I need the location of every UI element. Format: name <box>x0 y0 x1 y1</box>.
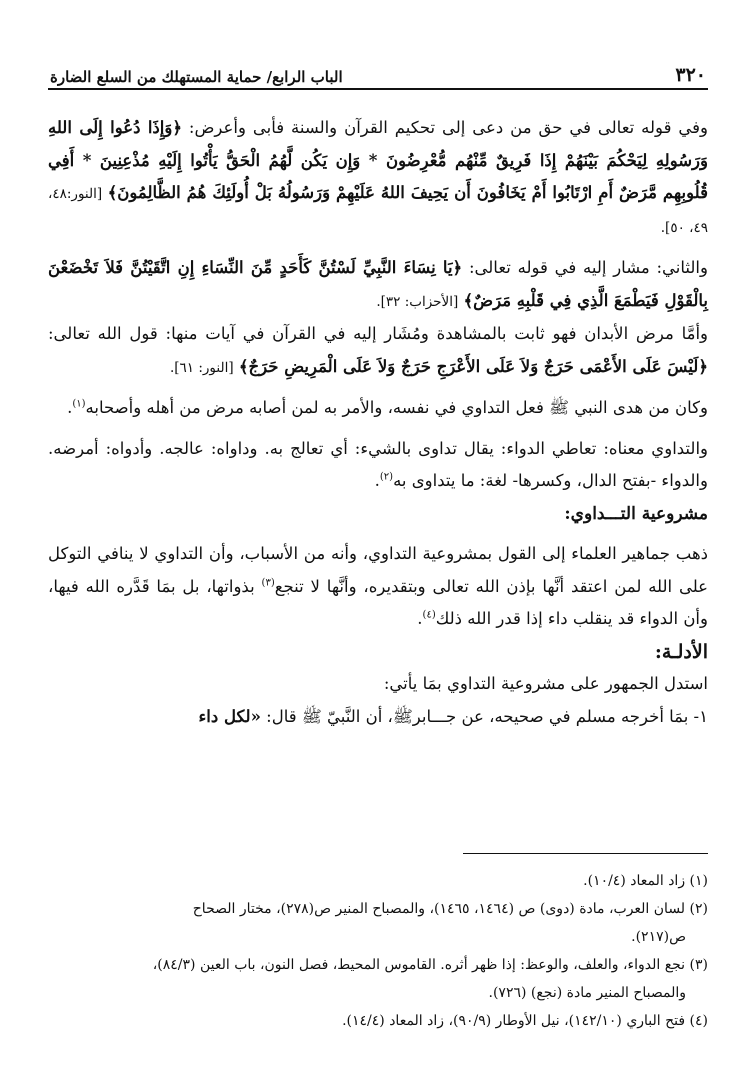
paragraph-4: وكان من هدى النبي ﷺ فعل التداوي في نفسه، والأمر به لمن أصابه مرض من أهله وأصحابه$^{(١)}$. <box>67 398 708 417</box>
verse-reference: [النور: ٦١]. <box>169 359 234 376</box>
quran-verse: ﴿يَا نِسَاءَ النَّبِيِّ لَسْتُنَّ كَأَحَدٍ مِّنَ النِّسَاءِ إِنِ اتَّقَيْتُنَّ فَلاَ تَخْضَعْنَ بِالْقَوْلِ فَيَطْمَعَ الَّذِي فِي قَلْبِهِ مَرَضٌ﴾ <box>48 258 708 310</box>
footnote-divider <box>463 853 708 854</box>
paragraph-text: وفي قوله تعالى في حق من دعى إلى تحكيم القرآن والسنة فأبى وأعرض: <box>182 118 708 137</box>
paragraph-text: ١- بمَا أخرجه مسلم في صحيحه، عن جـــابرﷺ، أن النَّبيّ ﷺ قال: <box>260 706 708 726</box>
footnote-1: (١) زاد المعاد (١٠/٤). <box>583 873 708 889</box>
verse-reference: [الأحزاب: ٣٢]. <box>376 293 459 310</box>
chapter-title: الباب الرابع/ حماية المستهلك من السلع الضارة <box>50 68 343 86</box>
paragraph-6: ذهب جماهير العلماء إلى القول بمشروعية التداوي، وأنه من الأسباب، وأن التداوي لا ينافي التوكل على الله لمن اعتقد أنَّها بإذن الله تعالى وبتقديره، وأنَّها لا تنجع$^{(٣)}$ بذواتها، بل بمَا قَدَّره الله فيها، وأن الدواء قد ينقلب داء إذا قدر الله ذلك$^{(٤)}$. <box>48 544 709 628</box>
verse-reference: [النور:٤٨، ٤٩، ٥٠]. <box>48 186 708 236</box>
footnote-2-continued: ص(٢١٧). <box>631 929 686 945</box>
paragraph-3 <box>48 318 708 384</box>
footnotes <box>48 868 708 1036</box>
paragraph-8 <box>48 701 708 734</box>
footnote-3: (٣) نجع الدواء، والعلف، والوعظ: إذا ظهر أثره. القاموس المحيط، فصل النون، باب العين (٨٤/٣)، <box>152 957 708 973</box>
footnote-marker[interactable]: (٢) <box>379 471 394 483</box>
book-page <box>48 58 709 1029</box>
footnote-4: (٤) فتح الباري (١٤٢/١٠)، نيل الأوطار (٩٠/٩)، زاد المعاد (١٤/٤). <box>342 1013 708 1029</box>
quran-verse: ﴿لَيْسَ عَلَى الأَعْمَى حَرَجٌ وَلاَ عَلَى الأَعْرَجِ حَرَجٌ وَلاَ عَلَى الْمَرِيضِ حَرَجٌ﴾ <box>238 356 708 376</box>
quran-verse: ﴿وَإِذَا دُعُوا إِلَى اللهِ وَرَسُولِهِ لِيَحْكُمَ بَيْنَهُمْ إِذَا فَرِيقٌ مِّنْهُم مُّعْرِضُونَ * وَإِن يَكُن لَّهُمُ الْحَقُّ يَأْتُوا إِلَيْهِ مُذْعِنِينَ * أَفِي قُلُوبِهِم مَّرَضٌ أَمِ ارْتَابُوا أَمْ يَخَافُونَ أَن يَحِيفَ اللهُ عَلَيْهِمْ وَرَسُولُهُ بَلْ أُولَئِكَ هُمُ الظَّالِمُونَ﴾ <box>48 118 708 202</box>
section-heading: مشروعية التـــداوي: <box>564 503 708 524</box>
paragraph-text: والثاني: مشار إليه في قوله تعالى: <box>462 258 708 277</box>
paragraph-text: وأمَّا مرض الأبدان فهو ثابت بالمشاهدة ومُشَار إليه في القرآن في آيات منها: قول الله تعالى: <box>48 324 708 343</box>
page-number: ٣٢٠ <box>675 64 706 86</box>
paragraph-text: وكان من هدى النبي ﷺ فعل التداوي في نفسه، والأمر به لمن أصابه مرض من أهله وأصحابه <box>85 398 708 417</box>
paragraph-5: والتداوي معناه: تعاطي الدواء: يقال تداوى بالشيء: أي تعالج به. وداواه: عالجه. وأدواه: أمرضه. والدواء -بفتح الدال، وكسرها- لغة: ما يتداوى به$^{(٢)}$. <box>48 438 708 490</box>
footnote-marker[interactable]: (٤) <box>422 609 436 621</box>
paragraph-text: استدل الجمهور على مشروعية التداوي بمَا يأتي: <box>383 674 708 693</box>
paragraph-text: والتداوي معناه: تعاطي الدواء: يقال تداوى بالشيء: أي تعالج به. وداواه: عالجه. وأدواه: أمرضه. والدواء -بفتح الدال، وكسرها- لغة: ما يتداوى به <box>48 438 708 490</box>
paragraph-text: ذهب جماهير العلماء إلى القول بمشروعية التداوي، وأنه من الأسباب، وأن التداوي لا ينافي التوكل على الله لمن اعتقد أنَّها بإذن الله تعالى وبتقديره، وأنَّها لا تنجع <box>48 544 709 596</box>
hadith-quote: «لكل داء <box>198 706 261 726</box>
page-header <box>48 58 708 90</box>
footnote-marker[interactable]: (٣) <box>261 577 275 588</box>
main-text <box>48 112 708 733</box>
paragraph-7 <box>48 668 708 701</box>
section-heading-evidence: الأدلـة: <box>654 640 708 663</box>
paragraph-2 <box>48 252 708 318</box>
footnote-marker[interactable]: (١) <box>72 398 86 410</box>
footnote-2: (٢) لسان العرب، مادة (دوى) ص (١٤٦٤، ١٤٦٥)، والمصباح المنير ص(٢٧٨)، مختار الصحاح <box>192 901 708 917</box>
footnote-3-continued: والمصباح المنير مادة (نجع) (٧٢٦). <box>488 985 686 1001</box>
paragraph-1 <box>48 112 708 244</box>
